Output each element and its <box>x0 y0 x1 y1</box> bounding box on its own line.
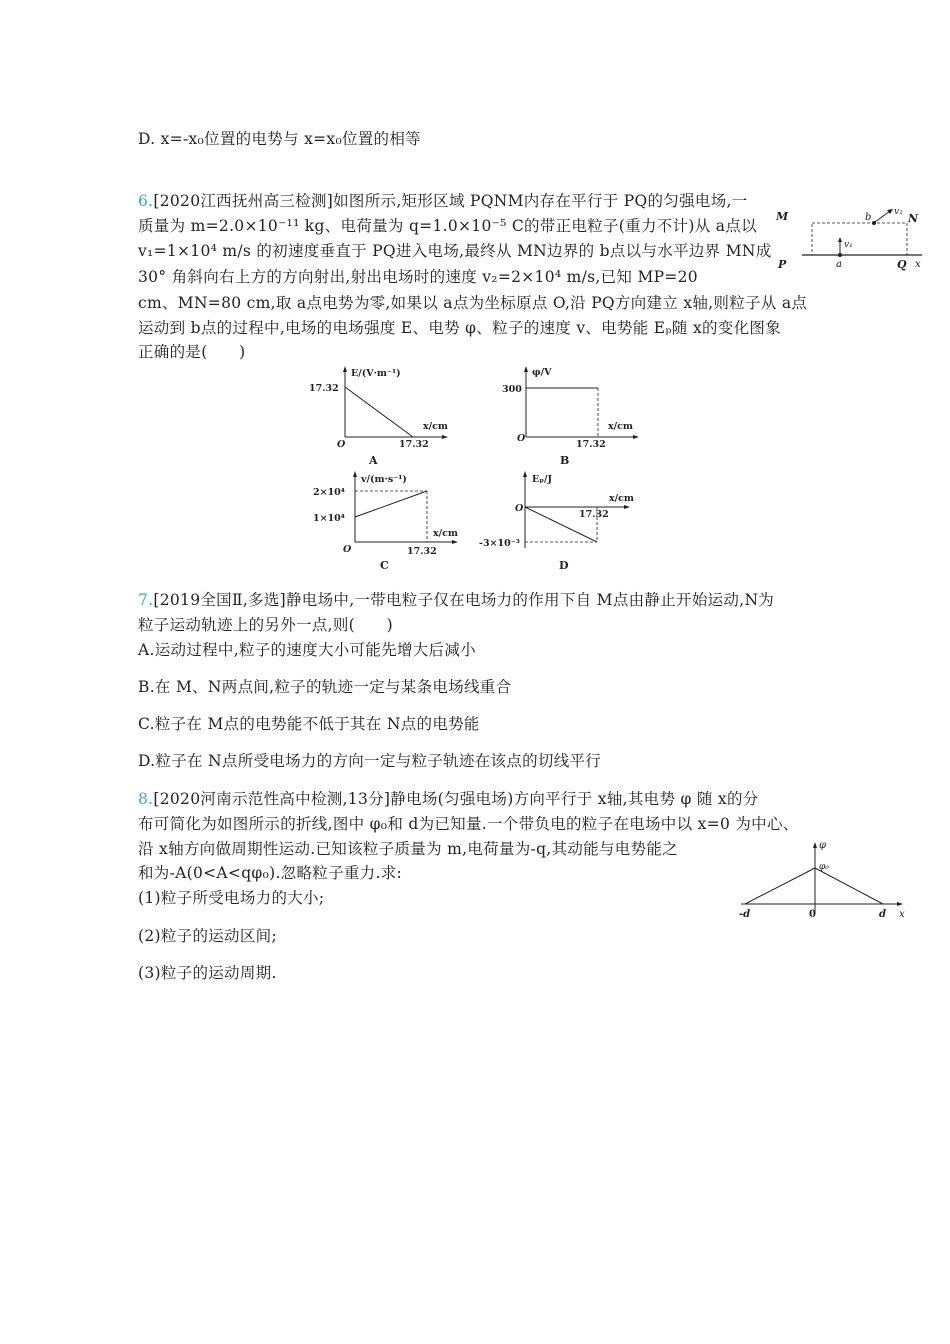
q7-line-1: 7.[2019全国Ⅱ,多选]静电场中,一带电粒子仅在电场力的作用下自 M点由静止开始运动,N为 <box>138 591 775 609</box>
graph-c-ytick-mid: 1×10⁴ <box>313 513 345 524</box>
graph-a-ytick: 17.32 <box>309 383 339 394</box>
v2-arrowhead <box>887 209 893 214</box>
q7-option-a: A.运动过程中,粒子的速度大小可能先增大后减小 <box>138 641 476 659</box>
q8-line-2: 布可简化为如图所示的折线,图中 φ₀和 d为已知量.一个带负电的粒子在电场中以 x=0 为中心、 <box>138 815 799 833</box>
graph-b-origin: O <box>517 433 526 444</box>
graph-d-x-arrowhead <box>624 505 630 509</box>
q6-line-4: 30° 角斜向右上方的方向射出,射出电场时的速度 v₂=2×10⁴ m/s,已知 MP=20 <box>138 268 698 286</box>
graph-d <box>475 470 645 570</box>
label-n: N <box>908 212 919 225</box>
graph-d-origin: O <box>515 503 524 514</box>
q6-line-3: v₁=1×10⁴ m/s 的初速度垂直于 PQ进入电场,最终从 MN边界的 b点以与水平边界 MN成 <box>138 242 772 260</box>
q8-label-d: d <box>879 909 886 920</box>
label-q: Q <box>897 258 907 271</box>
graph-d-y-arrowhead <box>523 471 527 477</box>
q5-option-d: D. x=-x₀位置的电势与 x=x₀位置的相等 <box>138 130 421 148</box>
graph-b-ytick: 300 <box>502 384 522 395</box>
q8-label-phi0: φ₀ <box>819 862 829 872</box>
q8-part-2: (2)粒子的运动区间; <box>138 927 277 945</box>
graph-c-xtick: 17.32 <box>407 546 437 557</box>
q6-line-7: 正确的是( ) <box>138 343 246 361</box>
label-x: x <box>915 259 921 270</box>
graph-c-ytick-top: 2×10⁴ <box>313 487 345 498</box>
q8-label-zero: 0 <box>809 909 816 920</box>
q7-option-b: B.在 M、N两点间,粒子的轨迹一定与某条电场线重合 <box>138 678 512 696</box>
graph-b-x-arrowhead <box>633 435 639 439</box>
q8-part-3: (3)粒子的运动周期. <box>138 964 277 982</box>
graph-c-ylabel: v/(m·s⁻¹) <box>361 474 407 485</box>
graph-b-label: B <box>560 454 570 465</box>
q8-line-4: 和为-A(0<A<qφ₀).忽略粒子重力.求: <box>138 864 403 882</box>
graph-c-line <box>355 491 427 517</box>
graph-c-xlabel: x/cm <box>433 528 458 539</box>
q6-line-5: cm、MN=80 cm,取 a点电势为零,如果以 a点为坐标原点 O,沿 PQ方向建立 x轴,则粒子从 a点 <box>138 294 808 312</box>
graph-a-label: A <box>369 454 378 465</box>
point-a <box>838 253 842 257</box>
q8-line-3: 沿 x轴方向做周期性运动.已知该粒子质量为 m,电荷量为-q,其动能与电势能之 <box>138 840 678 858</box>
v2-arrow <box>875 211 890 222</box>
graph-a-origin: O <box>337 439 346 450</box>
graph-d-label: D <box>559 559 569 570</box>
q8-label-phi: φ <box>819 840 827 851</box>
label-m: M <box>776 210 789 223</box>
q8-x-arrowhead <box>897 902 903 906</box>
q8-phi-polyline <box>745 868 883 904</box>
graph-d-ylabel: Eₚ/J <box>532 474 552 485</box>
q8-line-1: 8.[2020河南示范性高中检测,13分]静电场(匀强电场)方向平行于 x轴,其电势 φ 随 x的分 <box>138 790 759 808</box>
graph-d-xtick: 17.32 <box>579 509 609 520</box>
graph-a-y-arrowhead <box>343 366 347 372</box>
q8-label-neg-d: -d <box>739 909 751 920</box>
graph-b-ylabel: φ/V <box>532 367 552 378</box>
label-v2: v₂ <box>894 207 903 217</box>
q6-line-6: 运动到 b点的过程中,电场的电场强度 E、电势 φ、粒子的速度 v、电势能 Eₚ随 x的变化图象 <box>138 319 781 337</box>
q7-line-2: 粒子运动轨迹上的另外一点,则( ) <box>138 616 393 634</box>
graph-d-ytick: -3×10⁻³ <box>479 538 520 549</box>
graph-b-xtick: 17.32 <box>576 439 606 450</box>
q7-number: 7. <box>138 591 154 609</box>
graph-b <box>500 365 660 465</box>
q6-line-2: 质量为 m=2.0×10⁻¹¹ kg、电荷量为 q=1.0×10⁻⁵ C的带正电粒子(重力不计)从 a点以 <box>138 217 757 235</box>
label-p: P <box>778 258 787 271</box>
q8-number: 8. <box>138 790 154 808</box>
q8-y-arrowhead <box>813 842 817 848</box>
q6-line-1: 6.[2020江西抚州高三检测]如图所示,矩形区域 PQNM内存在平行于 PQ的匀强电场,一 <box>138 192 748 210</box>
q7-option-d: D.粒子在 N点所受电场力的方向一定与粒子轨迹在该点的切线平行 <box>138 752 602 770</box>
graph-c-label: C <box>380 559 389 570</box>
graph-a-x-arrowhead <box>442 435 448 439</box>
q8-label-x: x <box>899 909 905 920</box>
field-region <box>812 223 907 255</box>
q7-option-c: C.粒子在 M点的电势能不低于其在 N点的电势能 <box>138 715 480 733</box>
q6-field-figure <box>772 200 932 275</box>
graph-a-ylabel: E/(V·m⁻¹) <box>351 368 401 379</box>
label-a: a <box>836 259 842 270</box>
graph-c-y-arrowhead <box>353 471 357 477</box>
v1-arrowhead <box>838 237 842 242</box>
graph-c-x-arrowhead <box>452 540 458 544</box>
graph-c-origin: O <box>343 544 352 555</box>
graph-d-xlabel: x/cm <box>609 493 634 504</box>
graph-a-xlabel: x/cm <box>423 421 448 432</box>
graph-b-y-arrowhead <box>524 366 528 372</box>
graph-a-xtick: 17.32 <box>399 439 429 450</box>
label-b: b <box>865 212 872 223</box>
graph-a-line <box>345 387 413 437</box>
graph-a <box>305 365 465 465</box>
label-v1: v₁ <box>844 240 853 250</box>
graph-c <box>305 470 475 570</box>
q8-phi-figure <box>735 836 915 922</box>
graph-b-xlabel: x/cm <box>608 421 633 432</box>
q8-part-1: (1)粒子所受电场力的大小; <box>138 889 325 907</box>
q6-number: 6. <box>138 192 154 210</box>
